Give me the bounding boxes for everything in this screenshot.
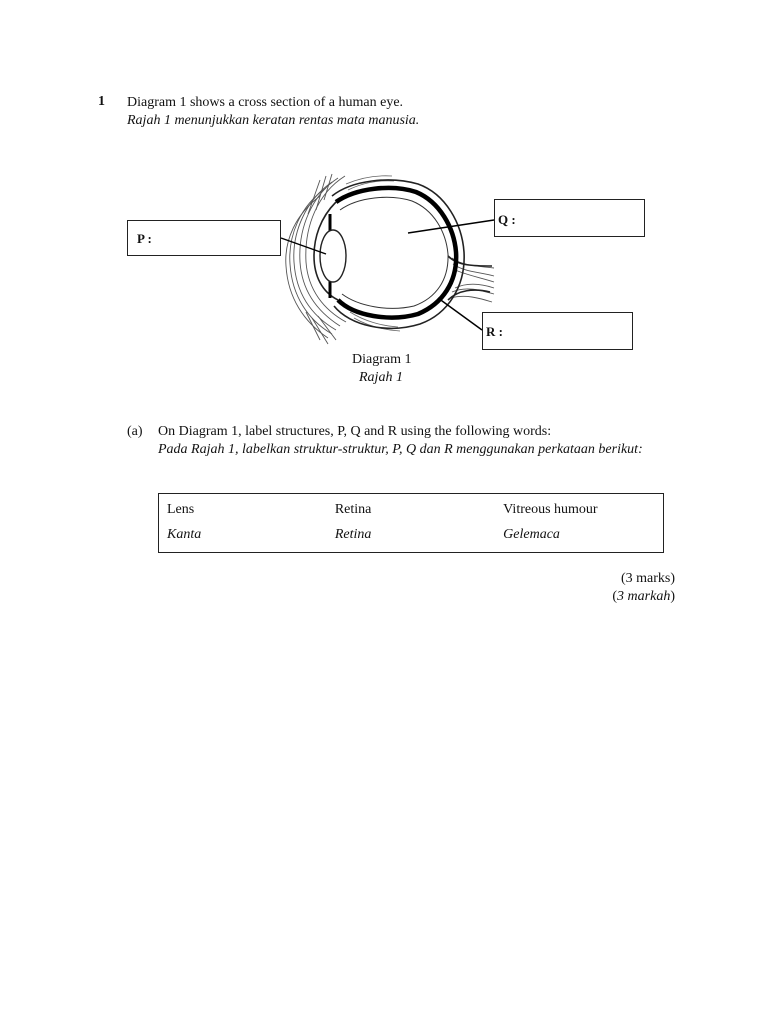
marks-english: (3 marks) [620,571,675,586]
word-english: Retina [334,502,372,517]
marks-malay [612,589,675,605]
word-malay: Retina [334,527,372,542]
marks-close-paren: ) [670,589,675,604]
question-number: 1 [98,94,105,109]
label-box-r[interactable] [482,312,633,350]
lens [320,230,346,282]
label-p: P : [137,231,152,246]
word-malay: Gelemaca [503,527,560,542]
word-malay: Kanta [167,527,202,542]
part-a-tag: (a) [127,424,143,439]
label-q: Q : [498,212,516,227]
part-a-instruction-english: On Diagram 1, label structures, P, Q and R using the following words: [158,424,552,439]
sclera [332,180,464,328]
part-a-instruction-malay: Pada Rajah 1, labelkan struktur-struktur, P, Q dan R menggunakan perkataan berikut: [158,442,643,457]
label-box-q[interactable] [494,199,645,237]
label-r: R : [486,324,503,339]
word-cell-retina [327,494,495,553]
diagram-caption-malay: Rajah 1 [359,370,403,385]
marks-open-paren: ( [612,589,618,604]
marks-malay-text: 3 markah [617,589,671,604]
leader-line-r [438,298,482,330]
word-english: Lens [167,502,195,517]
word-english: Vitreous humour [503,502,598,517]
word-choice-table [158,493,664,553]
question-stem-malay: Rajah 1 menunjukkan keratan rentas mata manusia. [127,113,420,128]
leader-line-p [281,238,326,254]
diagram-caption-english: Diagram 1 [352,352,412,367]
question-stem-english: Diagram 1 shows a cross section of a human eye. [127,95,404,110]
word-cell-lens [159,494,327,553]
word-cell-vitreous-humour [495,494,663,553]
